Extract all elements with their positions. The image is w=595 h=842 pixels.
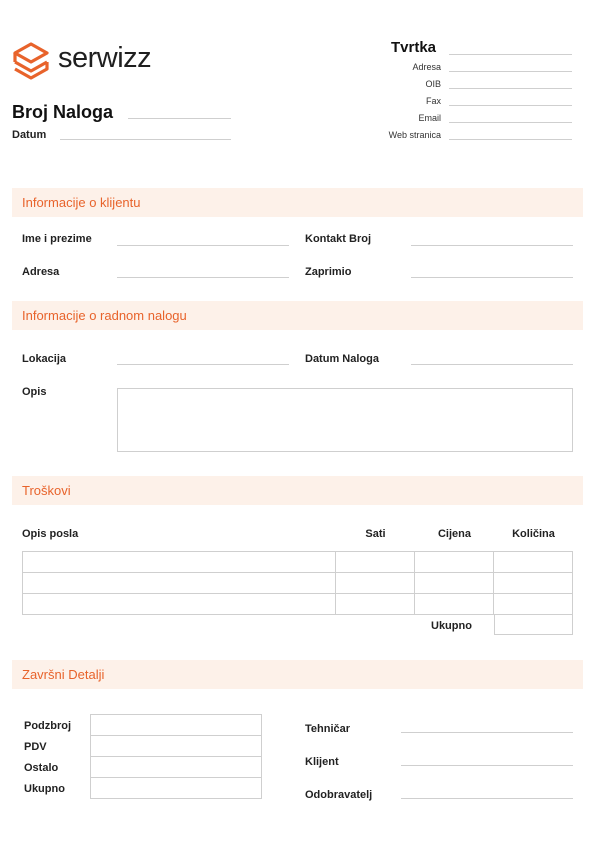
technician-signature-line[interactable] xyxy=(401,732,573,733)
client-signature-line[interactable] xyxy=(401,765,573,766)
client-name-line[interactable] xyxy=(117,245,289,246)
summary-table xyxy=(90,714,262,799)
table-row xyxy=(23,594,573,615)
table-row xyxy=(91,778,262,799)
company-web-label: Web stranica xyxy=(388,130,441,140)
received-by-label: Zaprimio xyxy=(305,266,352,278)
table-cell[interactable] xyxy=(23,552,336,573)
table-cell[interactable] xyxy=(415,573,494,594)
company-line[interactable] xyxy=(449,54,572,55)
table-cell[interactable] xyxy=(336,594,415,615)
order-number-line[interactable] xyxy=(128,118,231,119)
contact-number-line[interactable] xyxy=(411,245,573,246)
table-row xyxy=(23,573,573,594)
approver-label: Odobravatelj xyxy=(305,789,373,801)
company-email-label: Email xyxy=(418,113,441,123)
order-date-label: Datum Naloga xyxy=(305,353,379,365)
order-info-title: Informacije o radnom nalogu xyxy=(22,308,187,323)
client-address-line[interactable] xyxy=(117,277,289,278)
logo-wordmark: serwizz xyxy=(58,42,152,74)
date-label: Datum xyxy=(12,129,47,141)
table-cell[interactable] xyxy=(494,594,573,615)
contact-number-label: Kontakt Broj xyxy=(305,233,371,245)
table-row xyxy=(91,736,262,757)
order-date-line[interactable] xyxy=(411,364,573,365)
costs-section-header xyxy=(12,476,583,505)
vat-label: PDV xyxy=(24,741,47,753)
received-by-line[interactable] xyxy=(411,277,573,278)
client-address-label: Adresa xyxy=(22,266,60,278)
other-cell[interactable] xyxy=(91,757,262,778)
other-label: Ostalo xyxy=(24,762,59,774)
final-details-title: Završni Detalji xyxy=(22,667,105,682)
table-cell[interactable] xyxy=(415,594,494,615)
company-oib-label: OIB xyxy=(425,79,441,89)
technician-label: Tehničar xyxy=(305,723,351,735)
company-oib-line[interactable] xyxy=(449,88,572,89)
table-cell[interactable] xyxy=(23,594,336,615)
client-info-section-header xyxy=(12,188,583,217)
serwizz-logo-icon xyxy=(12,42,50,80)
approver-signature-line[interactable] xyxy=(401,798,573,799)
company-web-line[interactable] xyxy=(449,139,572,140)
table-cell[interactable] xyxy=(494,552,573,573)
location-line[interactable] xyxy=(117,364,289,365)
costs-total-label: Ukupno xyxy=(431,620,472,632)
location-label: Lokacija xyxy=(22,353,67,365)
client-info-title: Informacije o klijentu xyxy=(22,195,141,210)
final-details-section-header xyxy=(12,660,583,689)
company-label: Tvrtka xyxy=(391,39,437,56)
table-cell[interactable] xyxy=(336,552,415,573)
company-fax-line[interactable] xyxy=(449,105,572,106)
summary-total-cell[interactable] xyxy=(91,778,262,799)
subtotal-cell[interactable] xyxy=(91,715,262,736)
order-number-label: Broj Naloga xyxy=(12,102,114,122)
company-address-line[interactable] xyxy=(449,71,572,72)
costs-title: Troškovi xyxy=(22,483,71,498)
col-quantity: Količina xyxy=(512,528,555,540)
col-hours: Sati xyxy=(365,528,386,540)
table-cell[interactable] xyxy=(23,573,336,594)
summary-total-label: Ukupno xyxy=(24,783,65,795)
client-name-label: Ime i prezime xyxy=(22,233,92,245)
table-row xyxy=(91,757,262,778)
vat-cell[interactable] xyxy=(91,736,262,757)
costs-total-cell[interactable] xyxy=(494,614,573,635)
company-fax-label: Fax xyxy=(425,96,441,106)
description-textarea[interactable] xyxy=(117,388,573,452)
date-line[interactable] xyxy=(60,139,231,140)
description-label: Opis xyxy=(22,386,47,398)
col-price: Cijena xyxy=(437,528,471,540)
table-row xyxy=(91,715,262,736)
table-row xyxy=(23,552,573,573)
table-cell[interactable] xyxy=(494,573,573,594)
company-email-line[interactable] xyxy=(449,122,572,123)
order-info-section-header xyxy=(12,301,583,330)
subtotal-label: Podzbroj xyxy=(24,720,72,732)
col-work-description: Opis posla xyxy=(22,528,79,540)
table-cell[interactable] xyxy=(415,552,494,573)
company-address-label: Adresa xyxy=(412,62,441,72)
costs-table xyxy=(22,551,573,615)
client-signature-label: Klijent xyxy=(305,756,339,768)
table-cell[interactable] xyxy=(336,573,415,594)
